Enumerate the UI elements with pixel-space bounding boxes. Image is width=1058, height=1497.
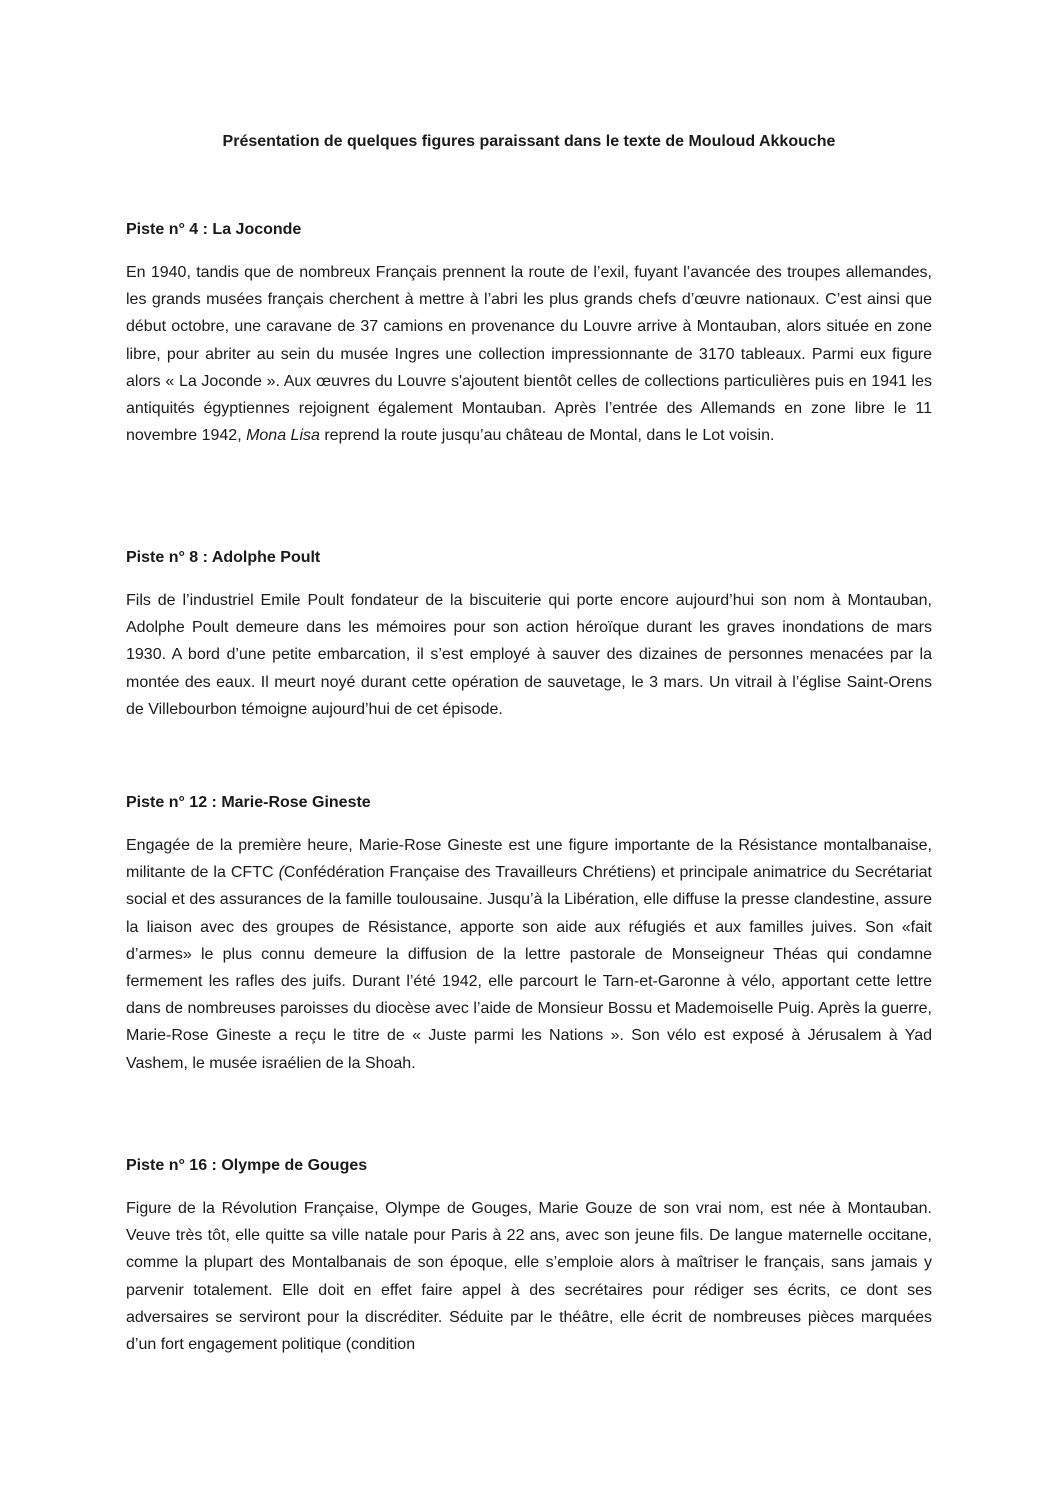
paragraph-text: En 1940, tandis que de nombreux Français prennent la route de l’exil, fuyant l’avancée des troupes allemandes, les grands musées français cherchent à mettre à l’abri les plus grands chefs d’œuvre nationaux. C’est ainsi que début octobre, une caravane de 37 camions en provenance du Louvre arrive à Montauban, alors située en zone libre, pour abriter au sein du musée Ingres une collection impressionnante de 3170 tableaux. Parmi eux figure alors « La Joconde ». Aux œuvres du Louvre s'ajoutent bientôt celles de collections particulières puis en 1941 les antiquités égyptiennes rejoignent également Montauban. Après l’entrée des Allemands en zone libre le 11 novembre 1942, — [126, 264, 932, 445]
section-heading: Piste n° 8 : Adolphe Poult — [126, 549, 321, 566]
section-paragraph — [126, 259, 932, 449]
section-paragraph: Figure de la Révolution Française, Olympe de Gouges, Marie Gouze de son vrai nom, est née à Montauban. Veuve très tôt, elle quitte sa ville natale pour Paris à 22 ans, avec son jeune fils. De langue maternelle occitane, comme la plupart des Montalbanais de son époque, elle s’emploie alors à maîtriser le français, sans jamais y parvenir totalement. Elle doit en effet faire appel à des secrétaires pour rédiger ses écrits, ce dont ses adversaires se serviront pour la discréditer. Séduite par le théâtre, elle écrit de nombreuses pièces marquées d’un fort engagement politique (condition — [126, 1200, 932, 1354]
paragraph-text: reprend la route jusqu’au château de Montal, dans le Lot voisin. — [319, 427, 775, 445]
paragraph-text: Confédération Française des Travailleurs Chrétiens) et principale animatrice du Secrétariat social et des assurances de la famille toulousaine. Jusqu’à la Libération, elle diffuse la presse clandestine, assure la liaison avec des groupes de Résistance, apporte son aide aux réfugiés et aux familles juives. Son «fait d’armes» le plus connu demeure la diffusion de la lettre pastorale de Monseigneur Théas qui condamne fermement les rafles des juifs. Durant l’été 1942, elle parcourt le Tarn-et-Garonne à vélo, apportant cette lettre dans de nombreuses paroisses du diocèse avec l’aide de Monsieur Bossu et Mademoiselle Puig. Après la guerre, Marie-Rose Gineste a reçu le titre de « Juste parmi les Nations ». Son vélo est exposé à Jérusalem à Yad Vashem, le musée israélien de la Shoah. — [126, 864, 933, 1072]
section-adolphe-poult — [126, 547, 932, 723]
section-marie-rose-gineste — [126, 792, 932, 1077]
section-paragraph: Fils de l’industriel Emile Poult fondateur de la biscuiterie qui porte encore aujourd’hui son nom à Montauban, Adolphe Poult demeure dans les mémoires pour son action héroïque durant les graves inondations de mars 1930. A bord d’une petite embarcation, il s’est employé à sauver des dizaines de personnes menacées par la montée des eaux. Il meurt noyé durant cette opération de sauvetage, le 3 mars. Un vitrail à l’église Saint-Orens de Villebourbon témoigne aujourd’hui de cet épisode. — [126, 592, 932, 718]
paragraph-text: Engagée de la première heure, Marie-Rose Gineste est une figure importante de la Résistance montalbanaise, militante de la CFTC — [126, 837, 932, 882]
section-olympe-de-gouges — [126, 1155, 932, 1358]
section-la-joconde — [126, 219, 932, 449]
document-title: Présentation de quelques figures paraissant dans le texte de Mouloud Akkouche — [222, 133, 836, 150]
paragraph-italic-text: Mona Lisa — [246, 427, 320, 445]
section-paragraph — [126, 832, 932, 1077]
section-heading: Piste n° 4 : La Joconde — [126, 221, 302, 238]
section-heading: Piste n° 16 : Olympe de Gouges — [126, 1157, 368, 1174]
section-heading: Piste n° 12 : Marie-Rose Gineste — [126, 794, 371, 811]
paragraph-italic-text: ( — [278, 864, 284, 882]
